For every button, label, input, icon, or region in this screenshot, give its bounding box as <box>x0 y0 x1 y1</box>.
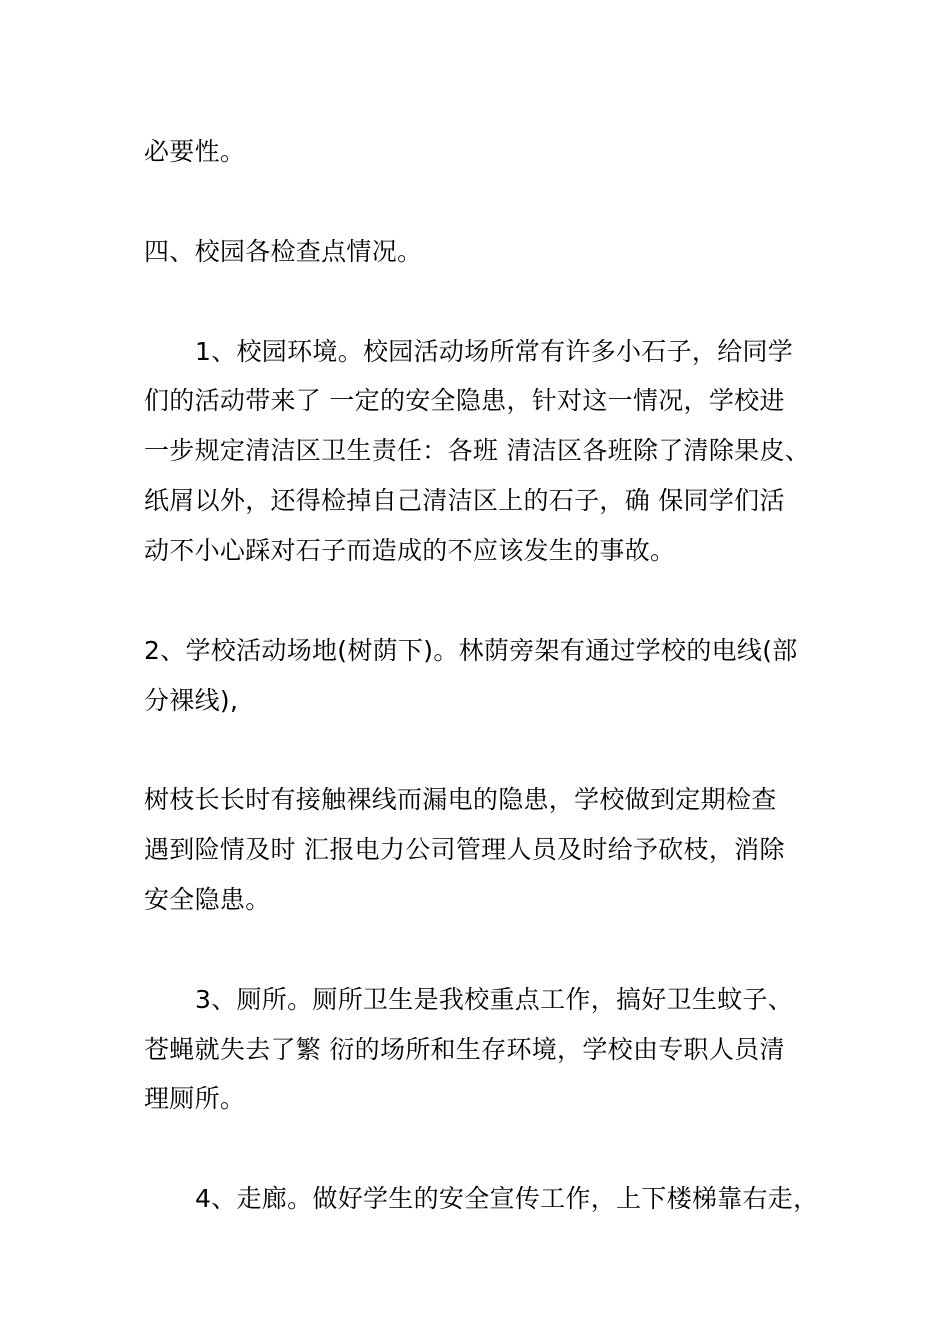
text-line-5: 一步规定清洁区卫生责任：各班 清洁区各班除了清除果皮、 <box>144 436 811 465</box>
text-line-6: 纸屑以外，还得检掉自己清洁区上的石子，确 保同学们活 <box>144 486 785 515</box>
section-heading-4: 四、校园各检查点情况。 <box>144 237 423 266</box>
text-line-9: 分裸线), <box>144 686 239 715</box>
text-line-10: 树枝长长时有接触裸线而漏电的隐患，学校做到定期检查 <box>144 785 777 814</box>
text-line-12: 安全隐患。 <box>144 885 271 914</box>
text-line-13: 3、厕所。厕所卫生是我校重点工作，搞好卫生蚊子、 <box>195 985 794 1014</box>
text-line-16: 4、走廊。做好学生的安全宣传工作，上下楼梯靠右走， <box>195 1184 819 1213</box>
text-line-1: 必要性。 <box>144 137 246 166</box>
text-line-7: 动不小心踩对石子而造成的不应该发生的事故。 <box>144 536 676 565</box>
text-line-4: 们的活动带来了 一定的安全隐患，针对这一情况，学校进 <box>144 386 785 415</box>
text-line-3: 1、校园环境。校园活动场所常有许多小石子，给同学 <box>195 337 794 366</box>
text-line-14: 苍蝇就失去了繁 衍的场所和生存环境，学校由专职人员清 <box>144 1035 785 1064</box>
text-line-15: 理厕所。 <box>144 1084 246 1113</box>
text-line-8: 2、学校活动场地(树荫下)。林荫旁架有通过学校的电线(部 <box>144 636 798 665</box>
text-line-11: 遇到险情及时 汇报电力公司管理人员及时给予砍枝，消除 <box>144 835 785 864</box>
